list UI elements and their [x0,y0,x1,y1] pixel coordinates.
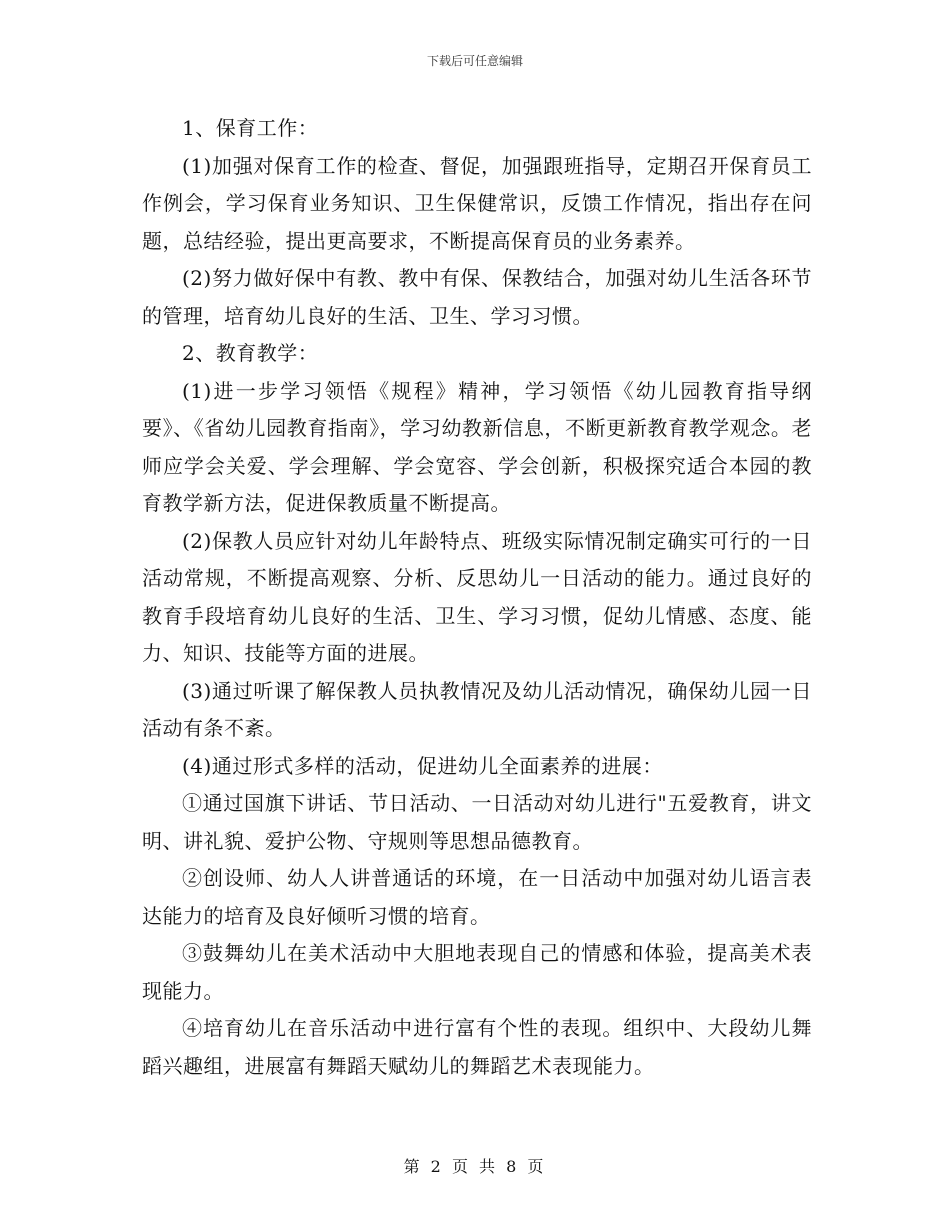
paragraph: (2)保教人员应针对幼儿年龄特点、班级实际情况制定确实可行的一日活动常规，不断提高观察、分析、反思幼儿一日活动的能力。通过良好的教育手段培育幼儿良好的生活、卫生、学习习惯，促幼儿情感、态度、能力、知识、技能等方面的进展。 [142,528,812,665]
paragraph: (3)通过听课了解保教人员执教情况及幼儿活动情况，确保幼儿园一日活动有条不紊。 [142,678,812,740]
paragraph: (1)进一步学习领悟《规程》精神，学习领悟《幼儿园教育指导纲要》、《省幼儿园教育指南》，学习幼教新信息，不断更新教育教学观念。老师应学会关爱、学会理解、学会宽容、学会创新，积极探究适合本园的教育教学新方法，促进保教质量不断提高。 [142,378,812,515]
list-item: ④培育幼儿在音乐活动中进行富有个性的表现。组织中、大段幼儿舞蹈兴趣组，进展富有舞蹈天赋幼儿的舞蹈艺术表现能力。 [142,1016,812,1078]
list-item: ③鼓舞幼儿在美术活动中大胆地表现自己的情感和体验，提高美术表现能力。 [142,941,812,1003]
list-item: ②创设师、幼人人讲普通话的环境，在一日活动中加强对幼儿语言表达能力的培育及良好倾听习惯的培育。 [142,866,812,928]
page-header-note: 下载后可任意编辑 [426,54,523,68]
document-body [142,110,812,1085]
section-heading-teaching: 2、教育教学： [182,341,319,365]
paragraph: (1)加强对保育工作的检查、督促，加强跟班指导，定期召开保育员工作例会，学习保育业务知识、卫生保健常识，反馈工作情况，指出存在问题，总结经验，提出更高要求，不断提高保育员的业务素养。 [142,153,812,253]
paragraph: (4)通过形式多样的活动，促进幼儿全面素养的进展： [182,753,663,778]
page-number-footer: 第 2 页 共 8 页 [403,1157,547,1176]
section-heading-care: 1、保育工作： [182,116,319,140]
paragraph: (2)努力做好保中有教、教中有保、保教结合，加强对幼儿生活各环节的管理，培育幼儿良好的生活、卫生、学习习惯。 [142,266,812,328]
list-item: ①通过国旗下讲话、节日活动、一日活动对幼儿进行"五爱教育，讲文明、讲礼貌、爱护公物、守规则等思想品德教育。 [142,791,812,853]
